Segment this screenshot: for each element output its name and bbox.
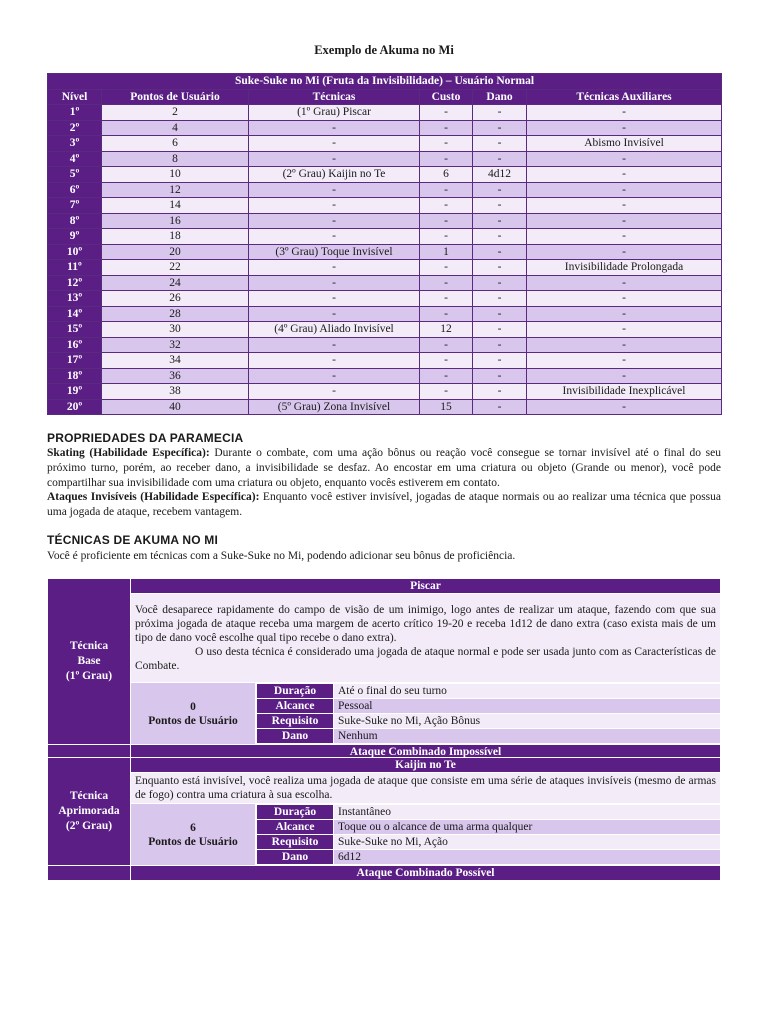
technique-grade: Técnica Base (1º Grau) xyxy=(48,579,131,745)
column-header: Dano xyxy=(473,89,527,105)
table-cell: Invisibilidade Prolongada xyxy=(527,260,722,276)
technique-name: Piscar xyxy=(131,579,721,594)
table-cell: (3º Grau) Toque Invisível xyxy=(249,244,420,260)
table-cell: 9º xyxy=(48,229,102,245)
table-row xyxy=(48,105,722,121)
table-cell: - xyxy=(473,337,527,353)
level-table-caption: Suke-Suke no Mi (Fruta da Invisibilidade) – Usuário Normal xyxy=(48,74,722,90)
table-cell: 10 xyxy=(102,167,249,183)
column-header: Nível xyxy=(48,89,102,105)
table-cell: - xyxy=(249,229,420,245)
technique-grade: Técnica Aprimorada (2º Grau) xyxy=(48,758,131,866)
table-cell: - xyxy=(420,151,473,167)
table-cell: 18º xyxy=(48,368,102,384)
table-cell: 1º xyxy=(48,105,102,121)
table-cell: 14 xyxy=(102,198,249,214)
table-cell: - xyxy=(527,337,722,353)
table-cell: - xyxy=(527,368,722,384)
table-cell: - xyxy=(473,322,527,338)
table-cell: - xyxy=(420,213,473,229)
table-cell: 11º xyxy=(48,260,102,276)
table-cell: - xyxy=(527,213,722,229)
table-cell: 36 xyxy=(102,368,249,384)
technique-props: Duração Até o final do seu turno Alcance Pessoal Requisito Suke-Suke no Mi, Ação Bônus Dano Nenhum xyxy=(256,683,721,744)
table-row xyxy=(48,244,722,260)
table-cell: - xyxy=(473,151,527,167)
table-cell: - xyxy=(420,275,473,291)
table-cell: 4 xyxy=(102,120,249,136)
table-cell: - xyxy=(249,198,420,214)
table-row xyxy=(48,368,722,384)
table-cell: 8º xyxy=(48,213,102,229)
column-header: Pontos de Usuário xyxy=(102,89,249,105)
table-cell: 26 xyxy=(102,291,249,307)
table-cell: (5º Grau) Zona Invisível xyxy=(249,399,420,415)
table-cell: 16 xyxy=(102,213,249,229)
table-cell: - xyxy=(473,120,527,136)
table-row xyxy=(48,353,722,369)
table-cell: - xyxy=(249,368,420,384)
table-cell: (1º Grau) Piscar xyxy=(249,105,420,121)
technique-description: Enquanto está invisível, você realiza uma jogada de ataque que consiste em uma série de ataques invisíveis (mesmo de armas de fogo) contra uma criatura à sua escolha. xyxy=(131,773,721,804)
table-cell: - xyxy=(249,136,420,152)
table-cell: - xyxy=(420,353,473,369)
table-cell: 2º xyxy=(48,120,102,136)
table-cell: - xyxy=(527,120,722,136)
page-title: Exemplo de Akuma no Mi xyxy=(314,43,454,57)
table-cell: - xyxy=(473,275,527,291)
technique-name: Kaijin no Te xyxy=(131,758,721,773)
techniques-intro: Você é proficiente em técnicas com a Suke-Suke no Mi, podendo adicionar seu bônus de proficiência. xyxy=(47,550,516,562)
table-cell: - xyxy=(473,182,527,198)
table-cell: 15º xyxy=(48,322,102,338)
level-table xyxy=(47,73,722,415)
table-cell: - xyxy=(473,213,527,229)
paramecia-skating xyxy=(47,446,721,491)
table-row xyxy=(48,182,722,198)
table-row xyxy=(48,229,722,245)
table-cell: - xyxy=(527,198,722,214)
table-cell: - xyxy=(527,167,722,183)
table-row xyxy=(48,275,722,291)
table-cell: 17º xyxy=(48,353,102,369)
table-cell: 3º xyxy=(48,136,102,152)
table-cell: - xyxy=(473,291,527,307)
technique-cost: 6 Pontos de Usuário xyxy=(131,804,256,866)
table-cell: - xyxy=(527,291,722,307)
table-cell: 4d12 xyxy=(473,167,527,183)
table-row xyxy=(48,260,722,276)
table-cell: - xyxy=(473,353,527,369)
table-cell: - xyxy=(420,120,473,136)
technique-card-kaijin xyxy=(47,757,721,881)
table-cell: - xyxy=(473,229,527,245)
table-cell: 15 xyxy=(420,399,473,415)
table-cell: - xyxy=(473,306,527,322)
table-cell: 2 xyxy=(102,105,249,121)
column-header: Técnicas Auxiliares xyxy=(527,89,722,105)
table-cell: - xyxy=(527,229,722,245)
paramecia-ataques xyxy=(47,490,721,520)
table-cell: - xyxy=(249,384,420,400)
technique-card-piscar xyxy=(47,578,721,760)
table-cell: Invisibilidade Inexplicável xyxy=(527,384,722,400)
table-cell: - xyxy=(473,260,527,276)
table-row xyxy=(48,120,722,136)
table-cell: 6º xyxy=(48,182,102,198)
table-cell: 13º xyxy=(48,291,102,307)
ataques-text: Enquanto você estiver invisível, jogadas de ataque normais ou ao realizar uma técnica que possua uma jogada de ataque, recebem vantagem. xyxy=(47,491,721,518)
table-cell: 34 xyxy=(102,353,249,369)
table-cell: 1 xyxy=(420,244,473,260)
table-cell: - xyxy=(420,291,473,307)
table-cell: - xyxy=(249,213,420,229)
table-cell: - xyxy=(249,353,420,369)
paramecia-heading: PROPRIEDADES DA PARAMECIA xyxy=(47,431,244,445)
table-row xyxy=(48,306,722,322)
table-cell: 7º xyxy=(48,198,102,214)
table-cell: (4º Grau) Aliado Invisível xyxy=(249,322,420,338)
table-cell: 8 xyxy=(102,151,249,167)
table-cell: - xyxy=(249,337,420,353)
table-cell: 40 xyxy=(102,399,249,415)
table-cell: - xyxy=(473,198,527,214)
table-cell: - xyxy=(249,291,420,307)
table-cell: - xyxy=(473,384,527,400)
table-cell: - xyxy=(473,105,527,121)
table-row xyxy=(48,337,722,353)
table-cell: Abismo Invisível xyxy=(527,136,722,152)
table-cell: - xyxy=(420,337,473,353)
table-cell: 4º xyxy=(48,151,102,167)
table-cell: - xyxy=(420,368,473,384)
table-cell: - xyxy=(527,105,722,121)
table-row xyxy=(48,167,722,183)
table-cell: 20 xyxy=(102,244,249,260)
table-row xyxy=(48,291,722,307)
column-header: Técnicas xyxy=(249,89,420,105)
table-row xyxy=(48,213,722,229)
table-row xyxy=(48,136,722,152)
table-cell: - xyxy=(527,182,722,198)
table-cell: - xyxy=(249,306,420,322)
table-cell: 32 xyxy=(102,337,249,353)
table-cell: - xyxy=(420,306,473,322)
table-cell: - xyxy=(527,399,722,415)
table-cell: - xyxy=(249,120,420,136)
table-row xyxy=(48,322,722,338)
table-cell: 6 xyxy=(102,136,249,152)
table-cell: - xyxy=(527,275,722,291)
table-cell: - xyxy=(420,105,473,121)
table-cell: - xyxy=(527,322,722,338)
table-cell: 10º xyxy=(48,244,102,260)
table-row xyxy=(48,151,722,167)
table-cell: - xyxy=(249,182,420,198)
table-cell: - xyxy=(249,151,420,167)
table-cell: - xyxy=(249,260,420,276)
table-cell: - xyxy=(527,244,722,260)
level-table-header xyxy=(48,89,722,105)
table-row xyxy=(48,198,722,214)
table-cell: 12 xyxy=(102,182,249,198)
table-cell: 28 xyxy=(102,306,249,322)
table-cell: 20º xyxy=(48,399,102,415)
table-cell: - xyxy=(420,198,473,214)
skating-text: Durante o combate, com uma ação bônus ou reação você consegue se tornar invisível até o final do seu próximo turno, porém, ao receber dano, a invisibilidade se desfaz. Ao encostar em uma criatura ou objeto (Grande ou menor), você pode compartilhar sua invisibilidade com uma criatura ou objeto, enquanto vocês estiverem em contato. xyxy=(47,447,721,489)
table-cell: 14º xyxy=(48,306,102,322)
table-cell: - xyxy=(420,136,473,152)
table-cell: 24 xyxy=(102,275,249,291)
table-cell: 6 xyxy=(420,167,473,183)
table-cell: - xyxy=(249,275,420,291)
table-cell: - xyxy=(420,182,473,198)
table-cell: - xyxy=(473,399,527,415)
ataques-label: Ataques Invisíveis (Habilidade Específica): xyxy=(47,491,260,503)
table-cell: - xyxy=(473,368,527,384)
table-cell: 19º xyxy=(48,384,102,400)
table-row xyxy=(48,384,722,400)
table-cell: - xyxy=(473,136,527,152)
table-cell: - xyxy=(473,244,527,260)
technique-description: Você desaparece rapidamente do campo de visão de um inimigo, logo antes de realizar um ataque, fazendo com que sua próxima jogada de ataque receba uma margem de acerto crítico 19-20 e receba 1d12 de dano extra (caso exista mais de um tipo de dano você escolhe qual tipo recebe o dano extra). O uso desta técnica é considerado uma jogada de ataque normal e pode ser usada junto com as Características de Combate. xyxy=(131,594,721,683)
table-cell: 12º xyxy=(48,275,102,291)
techniques-heading: TÉCNICAS DE AKUMA NO MI xyxy=(47,533,219,547)
table-cell: - xyxy=(420,229,473,245)
technique-cost: 0 Pontos de Usuário xyxy=(131,683,256,745)
table-cell: 22 xyxy=(102,260,249,276)
table-cell: - xyxy=(420,384,473,400)
table-row xyxy=(48,399,722,415)
table-cell: 12 xyxy=(420,322,473,338)
table-cell: (2º Grau) Kaijin no Te xyxy=(249,167,420,183)
table-cell: - xyxy=(420,260,473,276)
table-cell: 5º xyxy=(48,167,102,183)
technique-footer: Ataque Combinado Impossível xyxy=(131,745,721,760)
table-cell: - xyxy=(527,353,722,369)
table-cell: 16º xyxy=(48,337,102,353)
table-cell: - xyxy=(527,151,722,167)
technique-footer: Ataque Combinado Possível xyxy=(131,866,721,881)
table-cell: - xyxy=(527,306,722,322)
skating-label: Skating (Habilidade Específica): xyxy=(47,447,210,459)
table-cell: 18 xyxy=(102,229,249,245)
technique-props: Duração Instantâneo Alcance Toque ou o alcance de uma arma qualquer Requisito Suke-Suke no Mi, Ação Dano 6d12 xyxy=(256,804,721,865)
column-header: Custo xyxy=(420,89,473,105)
table-cell: 38 xyxy=(102,384,249,400)
table-cell: 30 xyxy=(102,322,249,338)
